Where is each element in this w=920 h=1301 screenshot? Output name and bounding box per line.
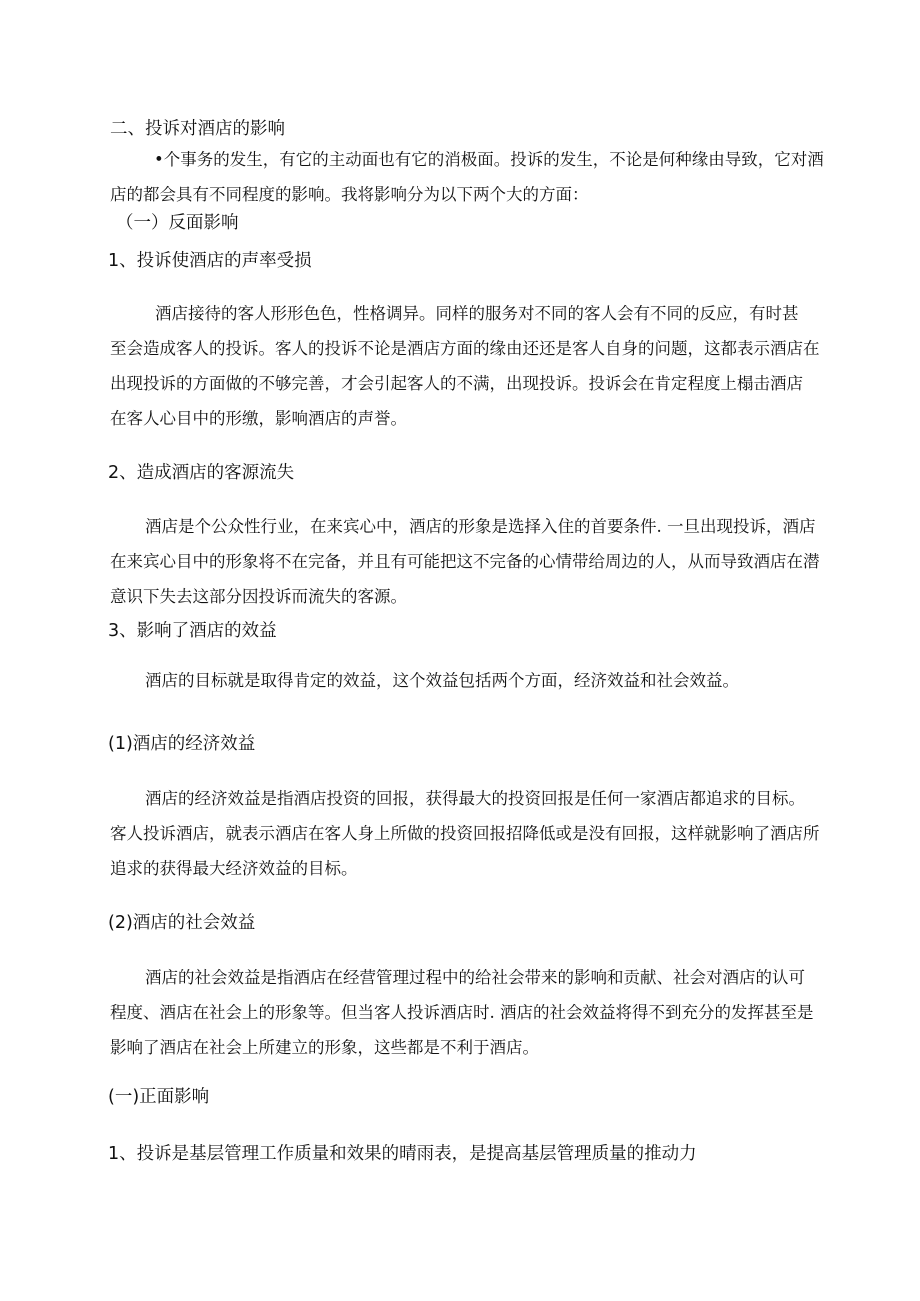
paragraph-reputation [110,296,820,436]
paragraph-line: 酒店的经济效益是指酒店投资的回报，获得最大的投资回报是任何一家酒店都追求的目标。 [145,789,805,808]
paragraph-line: 影响了酒店在社会上所建立的形象，这些都是不利于酒店。 [110,1038,539,1057]
heading-barometer: 1、投诉是基层管理工作质量和效果的晴雨表，是提高基层管理质量的推动力 [108,1144,697,1164]
paragraph-line: 至会造成客人的投诉。客人的投诉不论是酒店方面的缘由还还是客人自身的问题，这都表示酒店在 [110,339,820,358]
paragraph-line: 意识下失去这部分因投诉而流失的客源。 [110,587,407,606]
heading-benefits: 3、影响了酒店的效益 [108,621,277,641]
paragraph-customer-loss [110,509,820,614]
intro-line: •个事务的发生，有它的主动面也有它的消极面。投诉的发生，不论是何种缘由导致，它对酒 [154,150,824,169]
section-title: 二、投诉对酒店的影响 [110,119,285,139]
paragraph-line: 酒店的目标就是取得肯定的效益，这个效益包括两个方面，经济效益和社会效益。 [145,671,739,690]
paragraph-line: 追求的获得最大经济效益的目标。 [110,859,358,878]
paragraph-line: 酒店的社会效益是指酒店在经营管理过程中的给社会带来的影响和贡献、社会对酒店的认可 [145,968,805,987]
heading-reputation: 1、投诉使酒店的声率受损 [108,251,312,271]
paragraph-line: 客人投诉酒店，就表示酒店在客人身上所做的投资回报招降低或是没有回报，这样就影响了酒店所 [110,824,820,843]
heading-social-benefit: (2)酒店的社会效益 [108,913,256,933]
heading-economic-benefit: (1)酒店的经济效益 [108,734,256,754]
subsection-negative-heading: （一）反面影响 [116,213,239,233]
heading-customer-loss: 2、造成酒店的客源流失 [108,463,295,483]
intro-line: 店的都会具有不同程度的影响。我将影响分为以下两个大的方面： [110,185,589,204]
paragraph-line: 酒店接待的客人形形色色，性格调异。同样的服务对不同的客人会有不同的反应，有时甚 [155,304,799,323]
paragraph-social-benefit [110,960,814,1065]
intro-paragraph [110,142,824,212]
paragraph-line: 酒店是个公众性行业，在来宾心中，酒店的形象是选择入住的首要条件. 一旦出现投诉，酒店 [145,517,816,536]
paragraph-line: 在来宾心目中的形象将不在完备，并且有可能把这不完备的心情带给周边的人，从而导致酒店在潜 [110,552,820,571]
paragraph-line: 在客人心目中的形缴，影响酒店的声誉。 [110,409,407,428]
paragraph-line: 程度、酒店在社会上的形象等。但当客人投诉酒店时. 酒店的社会效益将得不到充分的发挥甚至是 [110,1003,814,1022]
subsection-positive-heading: (一)正面影响 [108,1087,210,1107]
paragraph-benefits [110,663,739,698]
paragraph-economic-benefit [110,781,820,886]
paragraph-line: 出现投诉的方面做的不够完善，才会引起客人的不满，出现投诉。投诉会在肯定程度上榻击酒店 [110,374,803,393]
